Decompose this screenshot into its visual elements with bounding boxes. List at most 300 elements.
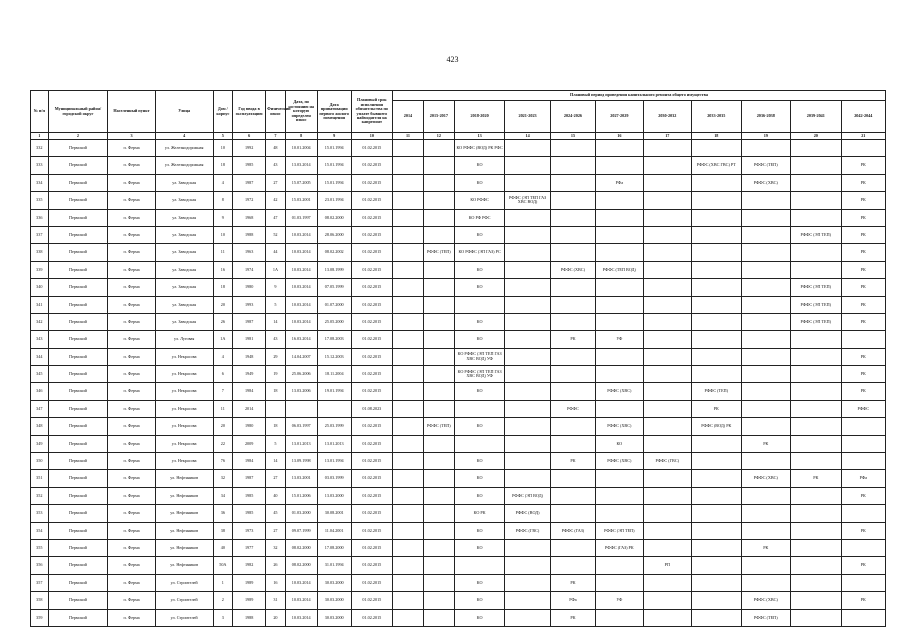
cell-row-no: 348: [31, 418, 49, 435]
cell-period-work: РК: [841, 522, 885, 539]
cell-period-work: РК: [841, 244, 885, 261]
cell-wear: 19: [266, 366, 286, 383]
cell-wear: 40: [266, 487, 286, 504]
cell-street: ул. Нефтяников: [155, 487, 213, 504]
cell-street: ул. Заводская: [155, 296, 213, 313]
cell-period-work: [741, 192, 791, 209]
cell-period-work: [596, 279, 643, 296]
cell-street: ул. Некрасова: [155, 418, 213, 435]
cell-survey-date: 10.03.2014: [285, 313, 317, 330]
table-row: [31, 539, 886, 556]
cell-house: 76: [213, 453, 233, 470]
cell-period-work: [454, 296, 505, 313]
cell-period-work: [643, 261, 691, 278]
cell-year: 1963: [233, 244, 266, 261]
cell-period-work: [505, 348, 550, 365]
cell-period-work: [596, 470, 643, 487]
cell-period-work: [643, 244, 691, 261]
cell-period-work: КО: [454, 574, 505, 591]
cell-period-work: РФФС (ЭП ВОД): [505, 487, 550, 504]
cell-period-work: [423, 539, 454, 556]
cell-period-work: РФФС (ТЕП): [423, 418, 454, 435]
cell-period-work: [741, 331, 791, 348]
cell-wear: 18: [266, 418, 286, 435]
cell-house: 22: [213, 435, 233, 452]
cell-period-work: КО: [454, 261, 505, 278]
cell-period-work: [423, 574, 454, 591]
cell-house: 34: [213, 487, 233, 504]
cell-locality: п. Ферма: [108, 366, 155, 383]
cell-deadline: 01.02.2015: [351, 470, 392, 487]
cell-period-work: УФ: [596, 592, 643, 609]
cell-row-no: 337: [31, 226, 49, 243]
cell-wear: 9: [266, 279, 286, 296]
cell-period-work: [550, 418, 595, 435]
cell-survey-date: 09.07.1999: [285, 522, 317, 539]
cell-locality: п. Ферма: [108, 487, 155, 504]
cell-locality: п. Ферма: [108, 470, 155, 487]
cell-row-no: 352: [31, 487, 49, 504]
table-row: [31, 348, 886, 365]
cell-row-no: 338: [31, 244, 49, 261]
cell-period-work: [550, 348, 595, 365]
cell-street: ул. Заводская: [155, 192, 213, 209]
cell-deadline: 01.02.2015: [351, 592, 392, 609]
table-row: [31, 366, 886, 383]
cell-period-work: КО: [454, 383, 505, 400]
cell-privatization-date: 15.01.1994: [317, 174, 351, 191]
cell-period-work: [643, 209, 691, 226]
cell-period-work: [791, 400, 842, 417]
cell-period-work: [454, 557, 505, 574]
cell-period-work: [550, 313, 595, 330]
cell-house: 10: [213, 140, 233, 157]
cell-period-work: КО: [454, 487, 505, 504]
cell-period-work: [791, 244, 842, 261]
cell-period-work: [392, 331, 423, 348]
cell-survey-date: 25.06.2006: [285, 366, 317, 383]
cell-period-work: КО РФФС (ВОД) РК РФС: [454, 140, 505, 157]
cell-municipality: Пермский: [48, 470, 108, 487]
cell-locality: п. Ферма: [108, 574, 155, 591]
cell-row-no: 358: [31, 592, 49, 609]
cell-municipality: Пермский: [48, 348, 108, 365]
cell-wear: 48: [266, 140, 286, 157]
cell-period-work: [392, 522, 423, 539]
cell-period-work: [643, 348, 691, 365]
cell-period-work: [643, 609, 691, 626]
cell-period-work: [841, 435, 885, 452]
cell-survey-date: 13.03.2001: [285, 470, 317, 487]
cell-street: ул. Заводская: [155, 244, 213, 261]
cell-period-work: КО РФ РФС: [454, 209, 505, 226]
cell-row-no: 332: [31, 140, 49, 157]
cell-privatization-date: 25.03.1999: [317, 418, 351, 435]
cell-period-work: [423, 157, 454, 174]
cell-municipality: Пермский: [48, 174, 108, 191]
cell-street: ул. Заводская: [155, 313, 213, 330]
cell-street: ул. Некрасова: [155, 383, 213, 400]
cell-period-work: [841, 609, 885, 626]
capital-repair-table: [30, 90, 886, 627]
cell-period-work: РФа: [841, 470, 885, 487]
cell-row-no: 353: [31, 505, 49, 522]
cell-period-work: [392, 609, 423, 626]
cell-deadline: 01.02.2015: [351, 313, 392, 330]
cell-survey-date: 08.02.2000: [285, 557, 317, 574]
cell-locality: п. Ферма: [108, 539, 155, 556]
cell-period-work: [741, 366, 791, 383]
cell-period-work: [596, 574, 643, 591]
cell-period-work: [392, 487, 423, 504]
cell-period-work: [596, 609, 643, 626]
cell-wear: 27: [266, 522, 286, 539]
table-row: [31, 313, 886, 330]
cell-period-work: [791, 157, 842, 174]
cell-survey-date: 10.01.2004: [285, 140, 317, 157]
cell-house: 4: [213, 348, 233, 365]
col-header-period: 2039-2041: [791, 101, 842, 133]
col-header-period-group: Плановый период проведения капитального ремонта общего имущества: [392, 91, 885, 101]
cell-period-work: [423, 435, 454, 452]
cell-period-work: [423, 331, 454, 348]
cell-year: 2014: [233, 400, 266, 417]
col-number: 11: [392, 133, 423, 140]
cell-locality: п. Ферма: [108, 435, 155, 452]
cell-period-work: [596, 140, 643, 157]
cell-street: ул. Заводская: [155, 279, 213, 296]
cell-locality: п. Ферма: [108, 296, 155, 313]
cell-wear: 52: [266, 226, 286, 243]
cell-period-work: [596, 296, 643, 313]
cell-period-work: [692, 279, 742, 296]
cell-municipality: Пермский: [48, 453, 108, 470]
cell-period-work: РФФС: [550, 400, 595, 417]
cell-period-work: [392, 313, 423, 330]
cell-municipality: Пермский: [48, 313, 108, 330]
cell-year: 1968: [233, 209, 266, 226]
cell-deadline: 01.02.2015: [351, 366, 392, 383]
cell-deadline: 01.02.2015: [351, 192, 392, 209]
cell-period-work: [596, 226, 643, 243]
col-number: 9: [317, 133, 351, 140]
cell-municipality: Пермский: [48, 157, 108, 174]
cell-period-work: [643, 192, 691, 209]
cell-row-no: 349: [31, 435, 49, 452]
cell-street: ул. Строителей: [155, 574, 213, 591]
table-row: [31, 296, 886, 313]
cell-period-work: [423, 487, 454, 504]
cell-period-work: РК: [741, 539, 791, 556]
cell-survey-date: 01.03.2000: [285, 505, 317, 522]
cell-period-work: РФа: [550, 592, 595, 609]
cell-period-work: РК: [841, 279, 885, 296]
cell-survey-date: 10.03.2014: [285, 609, 317, 626]
cell-period-work: КО РФФС (ЭП ГАЗ) РС: [454, 244, 505, 261]
cell-survey-date: 10.03.2014: [285, 261, 317, 278]
cell-locality: п. Ферма: [108, 592, 155, 609]
cell-year: 1984: [233, 383, 266, 400]
cell-locality: п. Ферма: [108, 418, 155, 435]
cell-privatization-date: 15.01.1994: [317, 157, 351, 174]
cell-period-work: [791, 609, 842, 626]
cell-privatization-date: 30.08.2001: [317, 505, 351, 522]
cell-period-work: [791, 557, 842, 574]
cell-period-work: [392, 348, 423, 365]
cell-period-work: [841, 505, 885, 522]
cell-period-work: [392, 192, 423, 209]
cell-period-work: [643, 174, 691, 191]
cell-year: 1981: [233, 331, 266, 348]
cell-period-work: КО: [454, 279, 505, 296]
col-header-period: 2033-2035: [692, 101, 742, 133]
cell-period-work: [423, 453, 454, 470]
cell-period-work: РФФС (ХВС): [741, 174, 791, 191]
cell-municipality: Пермский: [48, 418, 108, 435]
cell-locality: п. Ферма: [108, 557, 155, 574]
cell-locality: п. Ферма: [108, 174, 155, 191]
table-row: [31, 557, 886, 574]
cell-row-no: 334: [31, 174, 49, 191]
cell-house: 3: [213, 609, 233, 626]
cell-period-work: РК: [841, 174, 885, 191]
cell-period-work: [841, 140, 885, 157]
cell-year: 1987: [233, 313, 266, 330]
cell-period-work: КО: [454, 418, 505, 435]
cell-period-work: [505, 279, 550, 296]
cell-deadline: 01.02.2015: [351, 383, 392, 400]
cell-period-work: [692, 522, 742, 539]
cell-period-work: [692, 557, 742, 574]
cell-period-work: [392, 505, 423, 522]
cell-wear: 43: [266, 331, 286, 348]
cell-period-work: КО: [454, 313, 505, 330]
cell-period-work: [791, 505, 842, 522]
cell-period-work: [423, 522, 454, 539]
cell-period-work: [550, 539, 595, 556]
col-header-period: 2036-2038: [741, 101, 791, 133]
cell-period-work: [550, 487, 595, 504]
cell-deadline: 01.02.2015: [351, 226, 392, 243]
cell-municipality: Пермский: [48, 400, 108, 417]
cell-period-work: РФФС (ГВС): [643, 453, 691, 470]
cell-privatization-date: 23.01.1994: [317, 192, 351, 209]
cell-period-work: [791, 592, 842, 609]
cell-period-work: [643, 140, 691, 157]
cell-locality: п. Ферма: [108, 331, 155, 348]
cell-wear: 26: [266, 557, 286, 574]
cell-period-work: [692, 331, 742, 348]
cell-period-work: [596, 209, 643, 226]
cell-period-work: РК: [841, 592, 885, 609]
cell-street: ул. Луговая: [155, 331, 213, 348]
col-header-period: 2018-2020: [454, 101, 505, 133]
cell-privatization-date: 03.03.1999: [317, 470, 351, 487]
col-number: 14: [505, 133, 550, 140]
col-number: 6: [233, 133, 266, 140]
cell-survey-date: 10.03.2014: [285, 296, 317, 313]
cell-row-no: 357: [31, 574, 49, 591]
cell-house: 11: [213, 400, 233, 417]
cell-period-work: [741, 522, 791, 539]
cell-deadline: 01.02.2015: [351, 574, 392, 591]
cell-period-work: [392, 261, 423, 278]
cell-privatization-date: 17.08.2000: [317, 539, 351, 556]
cell-period-work: РК: [550, 453, 595, 470]
cell-period-work: [423, 140, 454, 157]
col-number: 16: [596, 133, 643, 140]
cell-period-work: [550, 470, 595, 487]
cell-period-work: [392, 209, 423, 226]
cell-street: ул. Заводская: [155, 261, 213, 278]
cell-period-work: РК: [841, 226, 885, 243]
cell-period-work: [392, 539, 423, 556]
col-header-house: Дом / корпус: [213, 91, 233, 133]
cell-period-work: РФФС (ЭП ТЕП): [791, 313, 842, 330]
cell-period-work: [841, 331, 885, 348]
cell-street: ул. Нефтяников: [155, 505, 213, 522]
cell-period-work: [423, 313, 454, 330]
cell-municipality: Пермский: [48, 435, 108, 452]
cell-period-work: [741, 261, 791, 278]
cell-period-work: [392, 383, 423, 400]
cell-year: 1987: [233, 470, 266, 487]
cell-house: 26: [213, 313, 233, 330]
col-header-survey-date: Дата, по состоянию на которую определен износ: [285, 91, 317, 133]
cell-street: ул. Некрасова: [155, 366, 213, 383]
cell-period-work: [550, 244, 595, 261]
cell-period-work: [741, 453, 791, 470]
col-number: 1: [31, 133, 49, 140]
cell-period-work: РФФС (ВОД) РК: [692, 418, 742, 435]
cell-period-work: [550, 383, 595, 400]
cell-house: 32: [213, 470, 233, 487]
cell-period-work: КО: [454, 609, 505, 626]
cell-period-work: РК: [841, 157, 885, 174]
cell-period-work: [791, 539, 842, 556]
col-header-obligation-deadline: Плановый срок исполнения обязательства по уплате бывшего наймодателя на капремонт: [351, 91, 392, 133]
cell-locality: п. Ферма: [108, 609, 155, 626]
cell-period-work: РП: [643, 557, 691, 574]
cell-privatization-date: [317, 400, 351, 417]
col-number: 18: [692, 133, 742, 140]
col-number: 17: [643, 133, 691, 140]
cell-house: 18: [213, 157, 233, 174]
cell-period-work: [643, 366, 691, 383]
cell-period-work: [692, 296, 742, 313]
cell-wear: 5: [266, 296, 286, 313]
cell-period-work: РФФС (ТЕП): [741, 157, 791, 174]
cell-survey-date: 13.09.1998: [285, 453, 317, 470]
cell-period-work: РК: [841, 209, 885, 226]
cell-house: 50А: [213, 557, 233, 574]
cell-period-work: [741, 574, 791, 591]
cell-period-work: [596, 157, 643, 174]
cell-period-work: [791, 192, 842, 209]
cell-period-work: КО: [454, 592, 505, 609]
cell-survey-date: 10.03.2014: [285, 592, 317, 609]
cell-period-work: [692, 313, 742, 330]
cell-period-work: РФФС (ХВС): [596, 383, 643, 400]
cell-wear: 14: [266, 453, 286, 470]
cell-period-work: [643, 435, 691, 452]
cell-period-work: РФФС (ГАЗ): [550, 522, 595, 539]
col-number: 2: [48, 133, 108, 140]
cell-period-work: [550, 209, 595, 226]
cell-deadline: 01.02.2015: [351, 435, 392, 452]
cell-period-work: [791, 261, 842, 278]
cell-privatization-date: 08.02.2000: [317, 209, 351, 226]
cell-year: 1982: [233, 557, 266, 574]
cell-period-work: [596, 505, 643, 522]
cell-house: 1: [213, 574, 233, 591]
cell-period-work: РФФС (ХВС): [550, 261, 595, 278]
cell-period-work: [596, 192, 643, 209]
cell-municipality: Пермский: [48, 209, 108, 226]
cell-deadline: 01.02.2015: [351, 609, 392, 626]
cell-house: 4: [213, 174, 233, 191]
cell-period-work: [692, 609, 742, 626]
cell-survey-date: [285, 400, 317, 417]
cell-row-no: 350: [31, 453, 49, 470]
cell-period-work: [454, 400, 505, 417]
cell-period-work: [505, 383, 550, 400]
cell-period-work: [423, 279, 454, 296]
cell-period-work: [643, 505, 691, 522]
cell-row-no: 351: [31, 470, 49, 487]
col-header-street: Улица: [155, 91, 213, 133]
cell-period-work: РФФС (ТЕП): [423, 244, 454, 261]
col-number: 15: [550, 133, 595, 140]
cell-house: 9: [213, 209, 233, 226]
cell-row-no: 342: [31, 313, 49, 330]
cell-period-work: РФФС (ХВС): [741, 470, 791, 487]
cell-period-work: КО: [454, 539, 505, 556]
cell-wear: 16: [266, 574, 286, 591]
table-row: [31, 192, 886, 209]
cell-deadline: 01.02.2015: [351, 348, 392, 365]
cell-deadline: 01.08.2023: [351, 400, 392, 417]
cell-survey-date: 14.04.2007: [285, 348, 317, 365]
cell-wear: 42: [266, 192, 286, 209]
cell-house: 7: [213, 383, 233, 400]
cell-period-work: [692, 453, 742, 470]
cell-period-work: РФФС (ЭП ТЕП): [596, 522, 643, 539]
cell-survey-date: 06.03.1997: [285, 418, 317, 435]
cell-municipality: Пермский: [48, 539, 108, 556]
cell-period-work: [692, 366, 742, 383]
cell-period-work: РК: [841, 557, 885, 574]
cell-survey-date: 08.02.2000: [285, 539, 317, 556]
col-header-period: 2030-2032: [643, 101, 691, 133]
cell-period-work: [392, 453, 423, 470]
cell-period-work: [791, 140, 842, 157]
cell-wear: 20: [266, 609, 286, 626]
cell-row-no: 344: [31, 348, 49, 365]
cell-period-work: РФФС (ТЕП): [692, 383, 742, 400]
cell-period-work: [791, 331, 842, 348]
cell-period-work: РФФС (ТЕП ВОД): [596, 261, 643, 278]
cell-period-work: [423, 383, 454, 400]
cell-house: 10: [213, 226, 233, 243]
col-number: 4: [155, 133, 213, 140]
cell-period-work: РФФС (ГВС): [505, 522, 550, 539]
cell-privatization-date: 30.03.2000: [317, 592, 351, 609]
cell-privatization-date: 15.12.2003: [317, 348, 351, 365]
cell-privatization-date: 01.07.2000: [317, 296, 351, 313]
col-header-privatization-date: Дата приватизации первого жилого помещения: [317, 91, 351, 133]
cell-house: 8: [213, 192, 233, 209]
